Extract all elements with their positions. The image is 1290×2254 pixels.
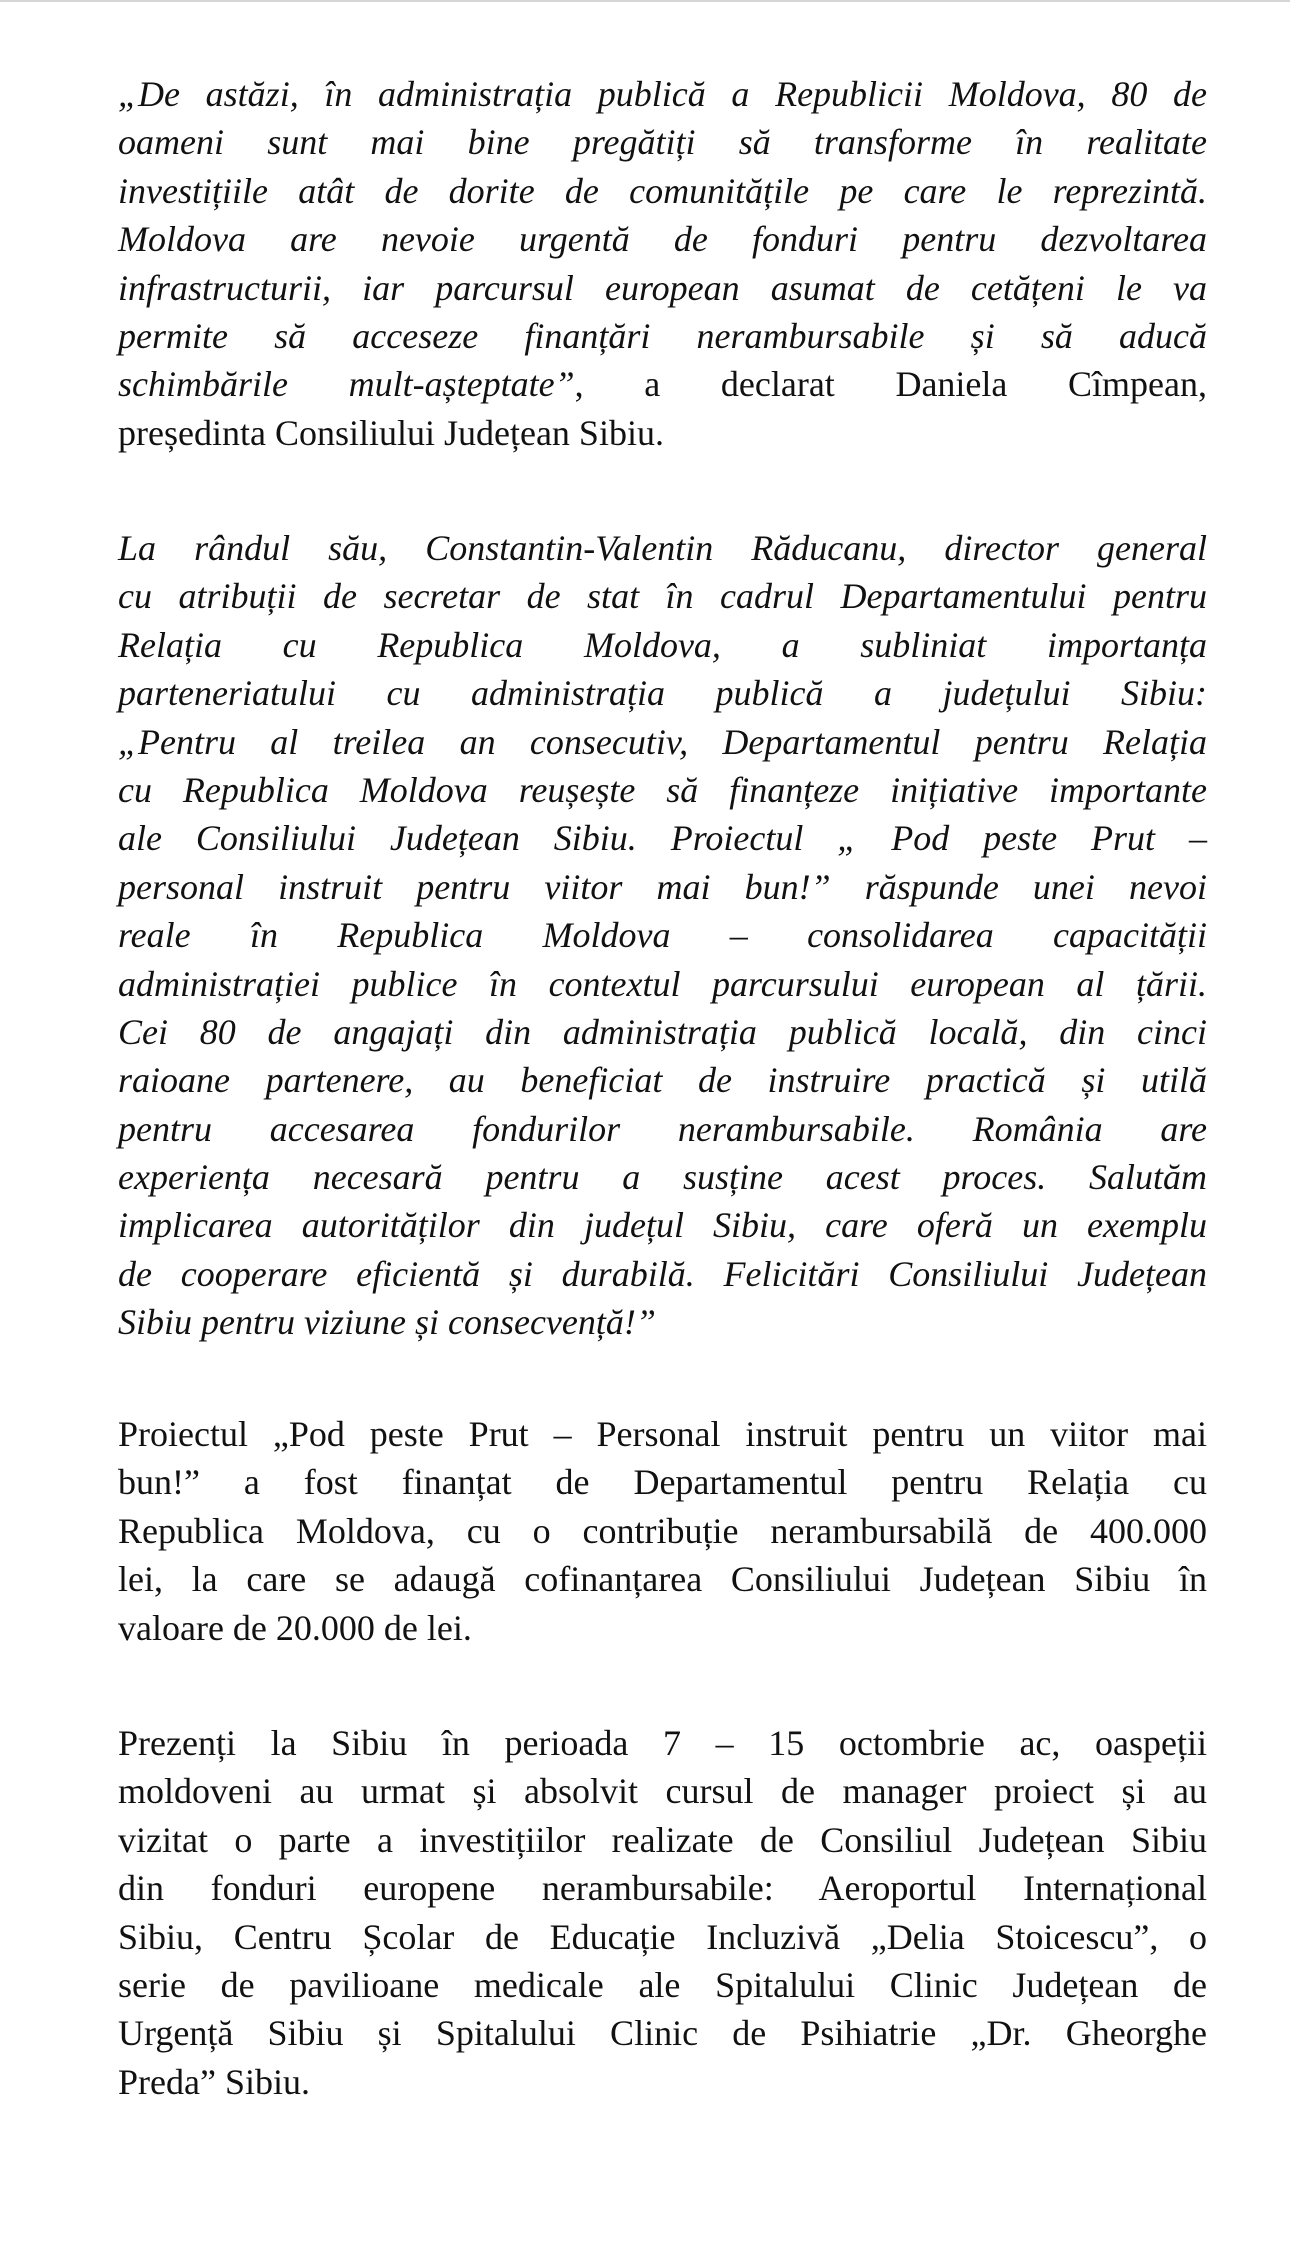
text-segment: Urgență Sibiu și Spitalului Clinic de Psihiatrie „Dr. Gheorghe — [118, 2013, 1207, 2054]
text-line — [118, 312, 1207, 360]
text-segment: , a declarat Daniela Cîmpean, — [574, 364, 1208, 405]
text-segment: serie de pavilioane medicale ale Spitalului Clinic Județean de — [118, 1964, 1207, 2005]
italic-text-segment: La rândul său, Constantin-Valentin Răducanu, director general — [118, 528, 1207, 568]
italic-text-segment: permite să acceseze finanțări nerambursabile și să aducă — [118, 315, 1207, 356]
italic-text-segment: ale Consiliului Județean Sibiu. Proiectul „ Pod peste Prut – — [118, 818, 1207, 859]
italic-text-segment: investițiile atât de dorite de comunitățile pe care le reprezintă. — [118, 170, 1207, 211]
text-segment: Sibiu, Centru Școlar de Educație Incluzivă „Delia Stoicescu”, o — [118, 1916, 1207, 1957]
paragraph-quote-raducanu — [118, 524, 1207, 1347]
italic-text-segment: infrastructurii, iar parcursul european asumat de cetățeni le va — [118, 267, 1207, 308]
paragraph-project-funding — [118, 1410, 1207, 1652]
italic-text-segment: Sibiu pentru viziune și consecvență!” — [118, 1302, 656, 1343]
text-line — [118, 1767, 1207, 1815]
text-line — [118, 1056, 1207, 1104]
italic-text-segment: cu atribuții de secretar de stat în cadrul Departamentului pentru — [118, 576, 1207, 617]
text-line — [118, 1913, 1207, 1961]
text-segment: lei, la care se adaugă cofinanțarea Consiliului Județean Sibiu în — [118, 1559, 1207, 1600]
text-segment: Preda” Sibiu. — [118, 2061, 310, 2102]
text-line — [118, 814, 1207, 862]
italic-text-segment: Cei 80 de angajați din administrația publică locală, din cinci — [118, 1011, 1207, 1052]
text-segment: moldoveni au urmat și absolvit cursul de manager proiect și au — [118, 1771, 1207, 1812]
text-line — [118, 1816, 1207, 1864]
italic-text-segment: administrației publice în contextul parcursului european al țării. — [118, 963, 1207, 1004]
text-line — [118, 572, 1207, 620]
text-line — [118, 1719, 1207, 1767]
italic-text-segment: implicarea autorităților din județul Sibiu, care oferă un exemplu — [118, 1205, 1207, 1246]
top-divider — [0, 0, 1290, 2]
text-line — [118, 911, 1207, 959]
text-line — [118, 863, 1207, 911]
text-line — [118, 621, 1207, 669]
text-line — [118, 718, 1207, 766]
italic-text-segment: oameni sunt mai bine pregătiți să transforme în realitate — [118, 122, 1207, 163]
text-line — [118, 167, 1207, 215]
text-line — [118, 1961, 1207, 2009]
text-segment: Prezenți la Sibiu în perioada 7 – 15 octombrie ac, oaspeții — [118, 1723, 1207, 1763]
italic-text-segment: reale în Republica Moldova – consolidarea capacității — [118, 915, 1207, 956]
text-line — [118, 1410, 1207, 1458]
text-line — [118, 524, 1207, 572]
text-line — [118, 1201, 1207, 1249]
text-line — [118, 1153, 1207, 1201]
text-line — [118, 1507, 1207, 1555]
text-segment: bun!” a fost finanțat de Departamentul pentru Relația cu — [118, 1462, 1207, 1503]
text-line — [118, 70, 1207, 118]
italic-text-segment: schimbările mult-așteptate” — [118, 364, 575, 405]
text-segment: Republica Moldova, cu o contribuție nerambursabilă de 400.000 — [118, 1510, 1207, 1551]
italic-text-segment: „De astăzi, în administrația publică a Republicii Moldova, 80 de — [118, 74, 1207, 114]
text-line — [118, 264, 1207, 312]
text-line — [118, 360, 1207, 408]
paragraph-quote-cimpean — [118, 70, 1207, 457]
text-line — [118, 409, 1207, 457]
text-line — [118, 118, 1207, 166]
text-line — [118, 1250, 1207, 1298]
italic-text-segment: Moldova are nevoie urgentă de fonduri pentru dezvoltarea — [118, 219, 1207, 260]
text-segment: din fonduri europene nerambursabile: Aeroportul Internațional — [118, 1868, 1207, 1909]
text-segment: președinta Consiliului Județean Sibiu. — [118, 412, 664, 453]
text-line — [118, 1105, 1207, 1153]
italic-text-segment: experiența necesară pentru a susține acest proces. Salutăm — [118, 1157, 1207, 1198]
text-line — [118, 2058, 1207, 2106]
paragraph-visit-details — [118, 1719, 1207, 2106]
text-line — [118, 1458, 1207, 1506]
text-line — [118, 1604, 1207, 1652]
italic-text-segment: raioane partenere, au beneficiat de instruire practică și utilă — [118, 1060, 1207, 1101]
text-line — [118, 2009, 1207, 2057]
italic-text-segment: Relația cu Republica Moldova, a subliniat importanța — [118, 624, 1207, 665]
text-segment: Proiectul „Pod peste Prut – Personal instruit pentru un viitor mai — [118, 1414, 1207, 1454]
italic-text-segment: parteneriatului cu administrația publică a județului Sibiu: — [118, 673, 1207, 714]
text-line — [118, 669, 1207, 717]
text-line — [118, 215, 1207, 263]
italic-text-segment: cu Republica Moldova reușește să finanțeze inițiative importante — [118, 769, 1207, 810]
text-line — [118, 1864, 1207, 1912]
text-line — [118, 1008, 1207, 1056]
text-segment: vizitat o parte a investițiilor realizate de Consiliul Județean Sibiu — [118, 1819, 1207, 1860]
text-line — [118, 960, 1207, 1008]
text-line — [118, 1555, 1207, 1603]
text-line — [118, 766, 1207, 814]
italic-text-segment: „Pentru al treilea an consecutiv, Departamentul pentru Relația — [118, 721, 1207, 762]
italic-text-segment: pentru accesarea fondurilor nerambursabile. România are — [118, 1108, 1207, 1149]
text-line — [118, 1298, 1207, 1346]
italic-text-segment: personal instruit pentru viitor mai bun!” răspunde unei nevoi — [118, 866, 1207, 907]
text-segment: valoare de 20.000 de lei. — [118, 1607, 472, 1648]
italic-text-segment: de cooperare eficientă și durabilă. Felicitări Consiliului Județean — [118, 1253, 1207, 1294]
